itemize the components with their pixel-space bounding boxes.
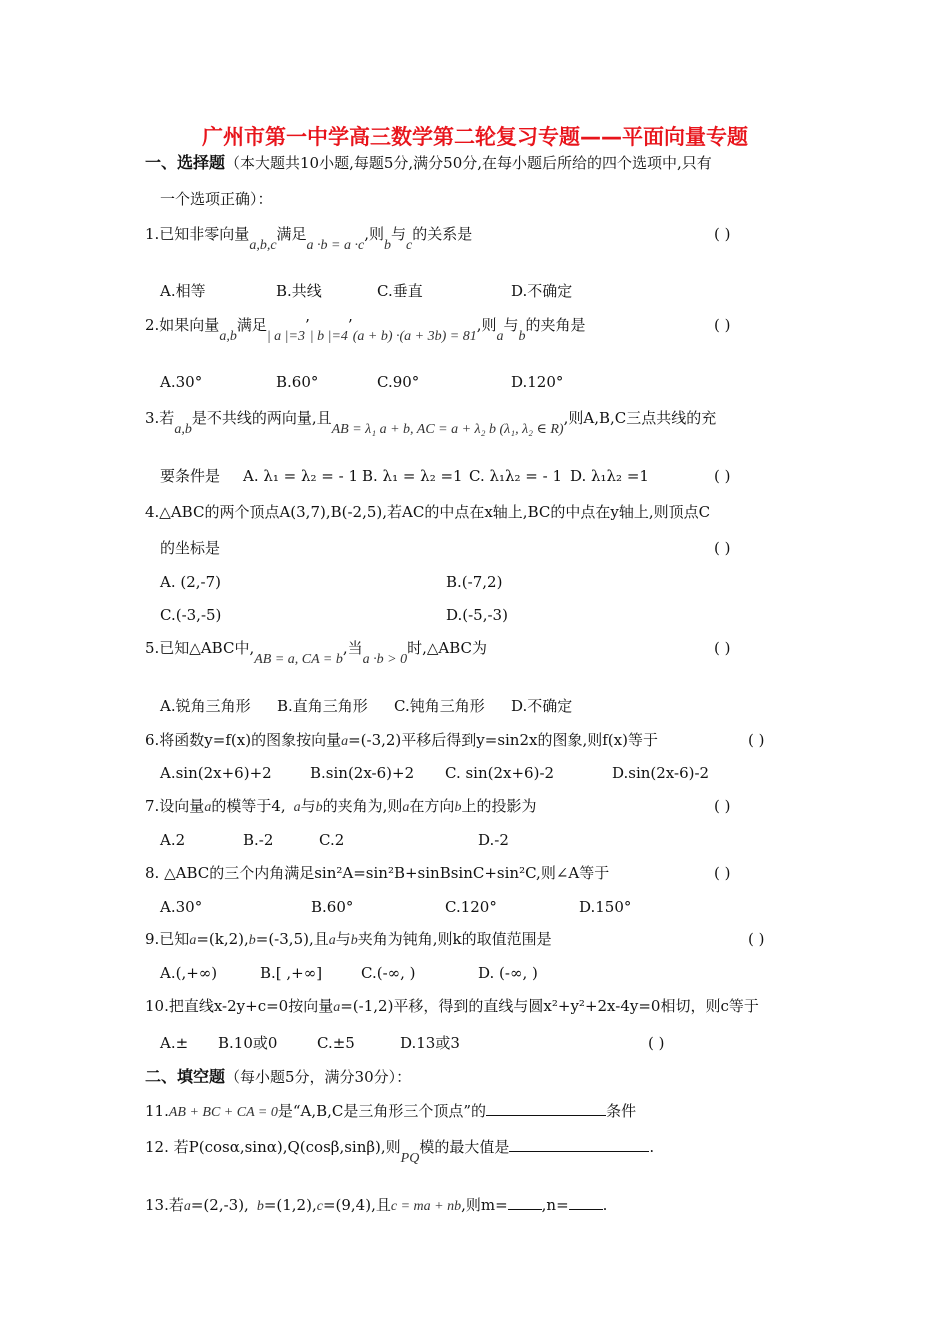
answer-paren-2[interactable]: ( ) xyxy=(714,316,731,334)
math: a xyxy=(496,329,504,344)
math: PQ xyxy=(400,1151,420,1166)
question-3-line2: 要条件是 xyxy=(160,467,221,485)
question-2: 2.如果向量a,b满足| a |=3’| b |=4’(a + b) ·(a + 3b) = 81,则a与b的夹角是 xyxy=(145,316,586,344)
question-12: 12. 若P(cosα,sinα),Q(cosβ,sinβ),则PQ模的最大值是 . xyxy=(145,1138,655,1166)
q2-option-c: C.90° xyxy=(377,373,420,391)
answer-paren-3[interactable]: ( ) xyxy=(714,467,731,485)
q9-option-d: D. (-∞, ) xyxy=(478,964,538,982)
math: a xyxy=(328,933,336,948)
fill-blank-11[interactable] xyxy=(486,1101,606,1116)
question-3: 3.若a,b是不共线的两向量,且AB = λ₁ a + b, AC = a + λ₂ b (λ₁, λ₂ ∈ R),则A,B,C三点共线的充 xyxy=(145,409,717,437)
answer-paren-6[interactable]: ( ) xyxy=(748,731,765,749)
math: b xyxy=(454,800,462,815)
section2-heading: 二、填空题 xyxy=(145,1067,226,1086)
section1-heading: 一、选择题 xyxy=(145,153,226,172)
q9-option-c: C.(-∞, ) xyxy=(361,964,416,982)
section2-heading-line xyxy=(145,1067,411,1087)
math: a ·b > 0 xyxy=(362,652,408,667)
q2-option-a: A.30° xyxy=(160,373,203,391)
math: a xyxy=(333,1000,341,1015)
math: | a |=3 xyxy=(266,329,305,344)
question-4: 4.△ABC的两个顶点A(3,7),B(-2,5),若AC的中点在x轴上,BC的中点在y轴上,则顶点C xyxy=(145,503,711,521)
question-10: 10.把直线x-2y+c=0按向量a=(-1,2)平移，得到的直线与圆x²+y²+2x-4y=0相切，则c等于 xyxy=(145,997,759,1015)
math: (a + b) ·(a + 3b) = 81 xyxy=(352,329,477,344)
question-11: 11.AB + BC + CA = 0是“A,B,C是三角形三个顶点”的 条件 xyxy=(145,1102,637,1120)
math: AB = λ₁ a + b, AC = a + λ₂ b (λ₁, λ₂ ∈ R) xyxy=(331,422,564,437)
math: a,b xyxy=(219,329,237,344)
math: b xyxy=(518,329,526,344)
q1-option-d: D.不确定 xyxy=(511,282,573,300)
question-6: 6.将函数y=f(x)的图象按向量a=(-3,2)平移后得到y=sin2x的图象,则f(x)等于 xyxy=(145,731,658,749)
fill-blank-12[interactable] xyxy=(509,1137,649,1152)
q6-option-d: D.sin(2x-6)-2 xyxy=(612,764,710,782)
q4-option-a: A. (2,-7) xyxy=(160,573,221,591)
q8-option-a: A.30° xyxy=(160,898,203,916)
q3-option-b: B. λ₁ = λ₂ =1 xyxy=(362,467,463,485)
q7-option-c: C.2 xyxy=(319,831,345,849)
q5-option-b: B.直角三角形 xyxy=(277,697,368,715)
answer-paren-1[interactable]: ( ) xyxy=(714,225,731,243)
q8-option-c: C.120° xyxy=(445,898,497,916)
math: c xyxy=(406,238,413,253)
q1-option-b: B.共线 xyxy=(276,282,322,300)
math: c = ma + nb xyxy=(390,1199,462,1214)
question-13: 13.若a=(2,-3), b=(1,2),c=(9,4),且c = ma + nb,则m= ,n= . xyxy=(145,1196,608,1214)
answer-paren-7[interactable]: ( ) xyxy=(714,797,731,815)
question-1: 1.已知非零向量a,b,c满足a ·b = a ·c,则b与c的关系是 xyxy=(145,225,473,253)
math: a xyxy=(293,800,301,815)
question-7: 7.设向量a的模等于4, a与b的夹角为,则a在方向b上的投影为 xyxy=(145,797,537,815)
q8-option-b: B.60° xyxy=(311,898,354,916)
q2-option-d: D.120° xyxy=(511,373,564,391)
answer-paren-9[interactable]: ( ) xyxy=(748,930,765,948)
question-9: 9.已知a=(k,2),b=(-3,5),且a与b夹角为钝角,则k的取值范围是 xyxy=(145,930,552,948)
math: a xyxy=(189,933,197,948)
answer-paren-10[interactable]: ( ) xyxy=(648,1034,665,1052)
math: b xyxy=(384,238,391,253)
math: c xyxy=(316,1199,323,1214)
q7-option-b: B.-2 xyxy=(243,831,274,849)
q4-option-c: C.(-3,-5) xyxy=(160,606,222,624)
math: a,b xyxy=(174,422,192,437)
math: AB = a, CA = b xyxy=(254,652,343,667)
fill-blank-13-n[interactable] xyxy=(569,1195,603,1210)
q3-option-c: C. λ₁λ₂ = - 1 xyxy=(469,467,563,485)
fill-blank-13-m[interactable] xyxy=(508,1195,542,1210)
answer-paren-5[interactable]: ( ) xyxy=(714,639,731,657)
q1-option-a: A.相等 xyxy=(160,282,206,300)
q4-option-b: B.(-7,2) xyxy=(446,573,503,591)
math: b xyxy=(350,933,358,948)
q6-option-c: C. sin(2x+6)-2 xyxy=(445,764,555,782)
question-8: 8. △ABC的三个内角满足sin²A=sin²B+sinBsinC+sin²C,则∠A等于 xyxy=(145,864,610,882)
math: a xyxy=(204,800,212,815)
q4-option-d: D.(-5,-3) xyxy=(446,606,508,624)
q5-option-a: A.锐角三角形 xyxy=(160,697,251,715)
math: AB + BC + CA = 0 xyxy=(168,1105,278,1120)
math: a xyxy=(402,800,410,815)
section2-note: （每小题5分，满分30分）： xyxy=(225,1068,412,1086)
question-4-line2: 的坐标是 xyxy=(160,539,221,557)
q6-option-b: B.sin(2x-6)+2 xyxy=(310,764,415,782)
math: a ·b = a ·c xyxy=(306,238,365,253)
answer-paren-4[interactable]: ( ) xyxy=(714,539,731,557)
section1-note: （本大题共10小题,每题5分,满分50分,在每小题后所给的四个选项中,只有 xyxy=(225,154,712,172)
q7-option-d: D.-2 xyxy=(478,831,509,849)
q7-option-a: A.2 xyxy=(160,831,186,849)
page-title: 广州市第一中学高三数学第二轮复习专题——平面向量专题 xyxy=(202,125,748,149)
q9-option-b: B.[ ,+∞] xyxy=(260,964,323,982)
q5-option-d: D.不确定 xyxy=(511,697,573,715)
q10-option-b: B.10或0 xyxy=(218,1034,278,1052)
math: | b |=4 xyxy=(309,329,348,344)
math: b xyxy=(248,933,256,948)
q3-option-d: D. λ₁λ₂ =1 xyxy=(570,467,649,485)
q10-option-c: C.±5 xyxy=(317,1034,355,1052)
q2-option-b: B.60° xyxy=(276,373,319,391)
section1-note-line2: 一个选项正确）： xyxy=(160,190,273,208)
math: a xyxy=(341,734,349,749)
q8-option-d: D.150° xyxy=(579,898,632,916)
question-5: 5.已知△ABC中,AB = a, CA = b,当a ·b > 0时,△ABC为 xyxy=(145,639,488,667)
q1-option-c: C.垂直 xyxy=(377,282,423,300)
math: b xyxy=(256,1199,264,1214)
math: a,b,c xyxy=(249,238,277,253)
answer-paren-8[interactable]: ( ) xyxy=(714,864,731,882)
q5-option-c: C.钝角三角形 xyxy=(394,697,485,715)
q9-option-a: A.(,+∞) xyxy=(160,964,218,982)
q3-option-a: A. λ₁ = λ₂ = - 1 xyxy=(243,467,358,485)
q6-option-a: A.sin(2x+6)+2 xyxy=(160,764,272,782)
math: a xyxy=(183,1199,191,1214)
q10-option-a: A.± xyxy=(160,1034,189,1052)
math: b xyxy=(315,800,323,815)
section1-heading-line xyxy=(145,153,712,173)
q10-option-d: D.13或3 xyxy=(400,1034,460,1052)
